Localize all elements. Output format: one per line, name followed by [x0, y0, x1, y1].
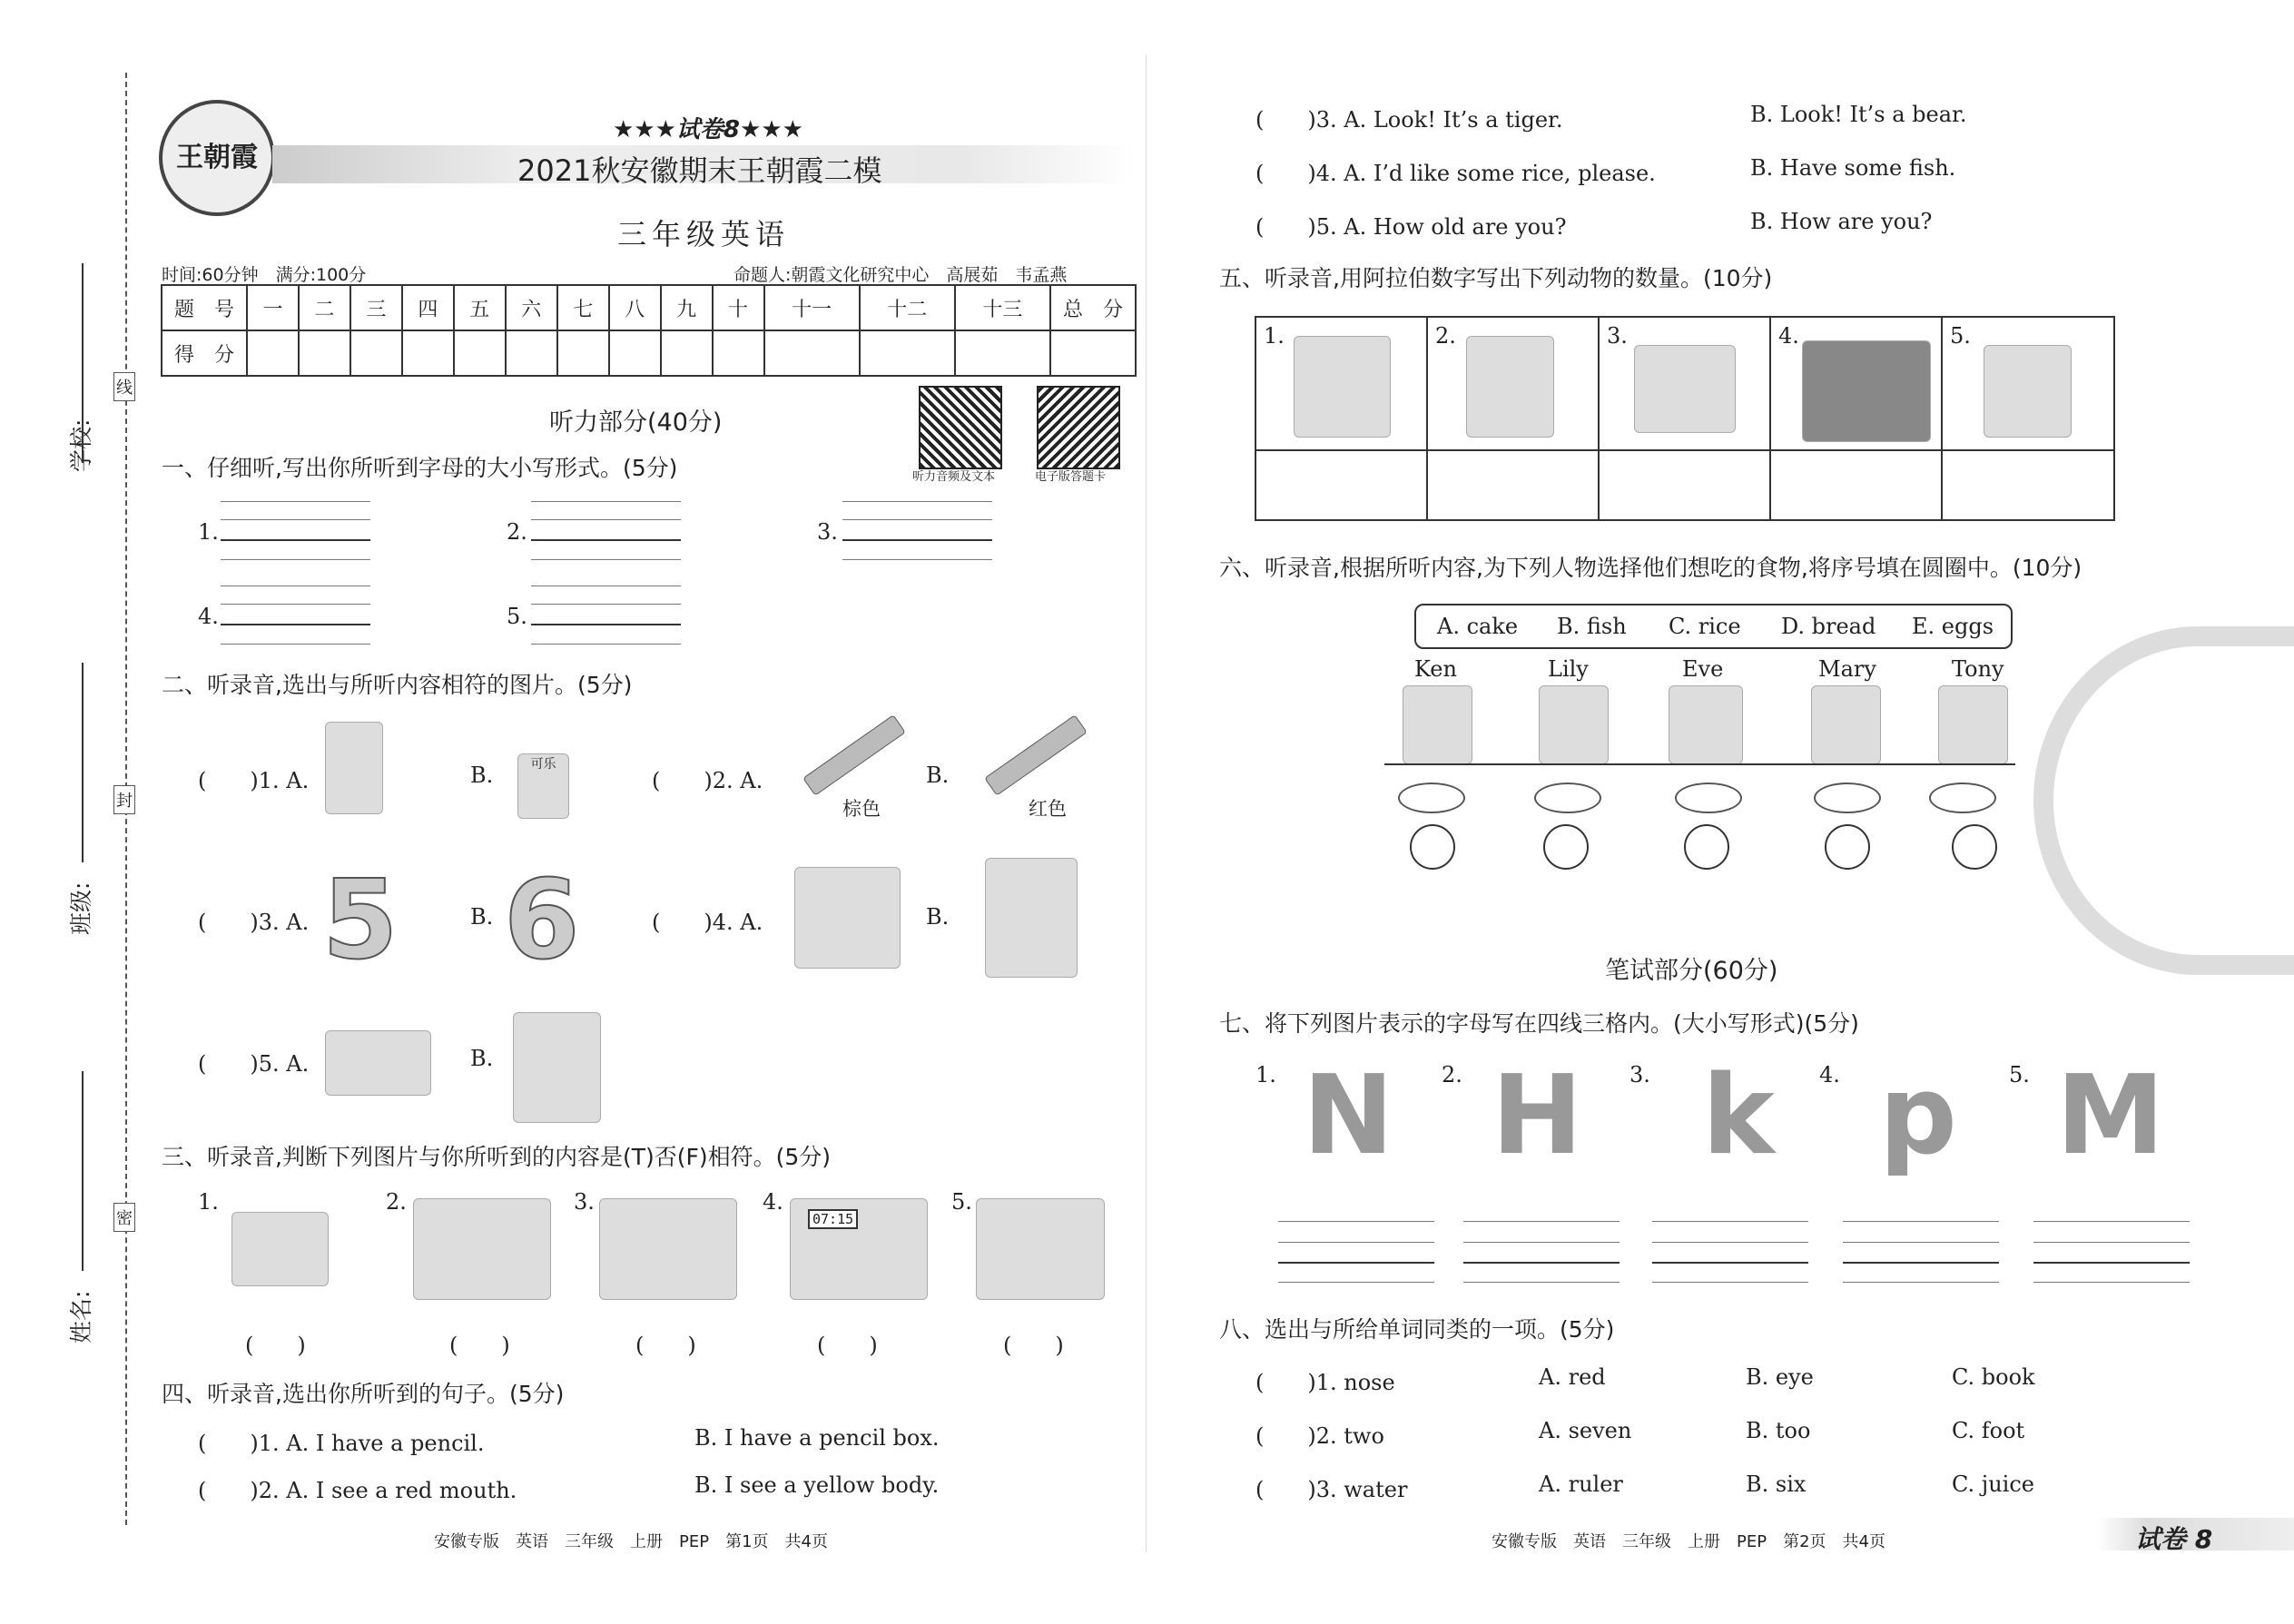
q6-option-a: A. cake	[1437, 614, 1519, 639]
q4-item-3-a[interactable]: ( )3. A. Look! It’s a tiger.	[1255, 107, 1563, 133]
kids-walking-image	[976, 1198, 1105, 1300]
score-cell[interactable]	[661, 330, 713, 376]
page-divider	[1146, 54, 1147, 1552]
kids-playing-image	[413, 1198, 551, 1300]
number-six-image[interactable]: 6	[504, 858, 580, 984]
q6-name-ken: Ken	[1414, 656, 1457, 682]
plate-icon	[1929, 782, 1996, 813]
q5-answer-2[interactable]	[1428, 451, 1597, 517]
leg-image[interactable]	[513, 1012, 601, 1123]
q3-answer-5[interactable]: ( )	[1003, 1333, 1064, 1358]
q2-item-4-b[interactable]: B.	[926, 904, 950, 930]
girl-dancing-image[interactable]	[985, 858, 1078, 978]
score-cell[interactable]	[557, 330, 609, 376]
score-header-cell: 题 号	[162, 285, 247, 330]
score-cell[interactable]	[350, 330, 402, 376]
q5-answer-5[interactable]	[1943, 451, 2112, 517]
plate-icon	[1398, 782, 1465, 813]
q2-item-5-b[interactable]: B.	[470, 1046, 494, 1071]
q5-num-1: 1.	[1264, 323, 1285, 349]
q3-num-2: 2.	[386, 1189, 407, 1215]
q5-answer-3[interactable]	[1600, 451, 1768, 517]
logo: 王朝霞	[159, 100, 275, 216]
q8-item-2-a[interactable]: A. seven	[1539, 1418, 1632, 1443]
written-title: 笔试部分(60分)	[1605, 957, 1778, 985]
arm-image[interactable]	[325, 1030, 431, 1096]
q2-item-4[interactable]: ( )4. A.	[652, 910, 763, 935]
score-header-cell: 十一	[764, 285, 860, 330]
q6-answer-ken[interactable]	[1410, 824, 1455, 870]
q1-num-5: 5.	[507, 604, 527, 629]
q6-name-lily: Lily	[1548, 656, 1589, 682]
score-header-cell: 九	[661, 285, 713, 330]
q1-num-2: 2.	[507, 519, 527, 545]
tony-image	[1938, 685, 2008, 764]
q4-item-5-a[interactable]: ( )5. A. How old are you?	[1255, 214, 1567, 240]
letter-m-image: M	[2056, 1053, 2165, 1179]
q3-num-4: 4.	[763, 1189, 783, 1215]
q6-name-mary: Mary	[1818, 656, 1876, 682]
q8-item-3[interactable]: ( )3. water	[1255, 1477, 1408, 1502]
q3-num-3: 3.	[574, 1189, 595, 1215]
boxes-image	[231, 1212, 329, 1286]
q8-item-1-c[interactable]: C. book	[1952, 1364, 2035, 1390]
kids-waving-image	[599, 1198, 737, 1300]
score-cell[interactable]	[955, 330, 1050, 376]
letter-k-image: k	[1702, 1053, 1775, 1179]
q5-answer-1[interactable]	[1256, 451, 1425, 517]
lily-image	[1539, 685, 1609, 764]
authors: 命题人:朝霞文化研究中心 高展茹 韦孟燕	[733, 265, 1068, 285]
q5-num-4: 4.	[1778, 323, 1799, 349]
footer-tag: 试卷 8	[2135, 1524, 2213, 1554]
score-header-cell: 六	[506, 285, 557, 330]
name-label: 姓名:	[68, 1290, 94, 1343]
binding-mark-2: 封	[113, 785, 135, 814]
q8-item-3-b[interactable]: B. six	[1746, 1471, 1807, 1497]
qr-answer-caption: 电子版答题卡	[1035, 470, 1107, 484]
name-field[interactable]	[82, 1071, 84, 1271]
q4-item-5-b[interactable]: B. How are you?	[1750, 209, 1933, 234]
q4-item-2-b[interactable]: B. I see a yellow body.	[694, 1472, 940, 1498]
q6-option-b: B. fish	[1557, 614, 1627, 639]
score-cell[interactable]	[609, 330, 661, 376]
q8-item-2[interactable]: ( )2. two	[1255, 1423, 1384, 1449]
bear-image	[1802, 340, 1931, 442]
q3-answer-4[interactable]: ( )	[817, 1333, 878, 1358]
q7-title: 七、将下列图片表示的字母写在四线三格内。(大小写形式)(5分)	[1219, 1010, 1859, 1037]
q5-num-2: 2.	[1435, 323, 1456, 349]
q4-item-2-a[interactable]: ( )2. A. I see a red mouth.	[198, 1478, 517, 1503]
footer-right: 安徽专版 英语 三年级 上册 PEP 第2页 共4页	[1492, 1532, 1885, 1551]
score-cell[interactable]	[860, 330, 955, 376]
q7-num-3: 3.	[1629, 1062, 1650, 1088]
girl-bending-image[interactable]	[794, 867, 901, 969]
exam-title: 2021秋安徽期末王朝霞二模	[517, 153, 882, 188]
q3-answer-3[interactable]: ( )	[635, 1333, 696, 1358]
q5-title: 五、听录音,用阿拉伯数字写出下列动物的数量。(10分)	[1219, 265, 1773, 291]
class-label: 班级:	[68, 881, 94, 935]
q6-answer-lily[interactable]	[1543, 824, 1589, 870]
q7-num-1: 1.	[1255, 1062, 1276, 1088]
q8-item-3-a[interactable]: A. ruler	[1539, 1471, 1623, 1497]
q6-title: 六、听录音,根据所听内容,为下列人物选择他们想吃的食物,将序号填在圆圈中。(10分)	[1219, 555, 2082, 581]
q2-item-2-b[interactable]: B.	[926, 763, 950, 788]
eve-image	[1669, 685, 1743, 764]
q6-answer-mary[interactable]	[1825, 824, 1870, 870]
crayon-brown-image[interactable]	[802, 714, 906, 796]
score-cell[interactable]	[454, 330, 506, 376]
q2-item-2[interactable]: ( )2. A.	[652, 768, 763, 793]
score-cell[interactable]	[402, 330, 454, 376]
score-header-cell: 五	[454, 285, 506, 330]
plate-icon	[1534, 782, 1601, 813]
q3-answer-2[interactable]: ( )	[449, 1333, 510, 1358]
q7-num-5: 5.	[2009, 1062, 2030, 1088]
q5-answer-4[interactable]	[1771, 451, 1940, 517]
q8-item-3-c[interactable]: C. juice	[1952, 1471, 2034, 1497]
q4-item-3-b[interactable]: B. Look! It’s a bear.	[1750, 102, 1967, 127]
q8-item-2-b[interactable]: B. too	[1746, 1418, 1811, 1443]
score-cell[interactable]	[506, 330, 557, 376]
q8-item-1[interactable]: ( )1. nose	[1255, 1370, 1395, 1395]
q4-title: 四、听录音,选出你所听到的句子。(5分)	[162, 1381, 565, 1407]
class-field[interactable]	[82, 663, 84, 862]
q6-answer-eve[interactable]	[1684, 824, 1729, 870]
school-field[interactable]	[82, 263, 84, 463]
q8-item-1-b[interactable]: B. eye	[1746, 1364, 1814, 1390]
qr-code-answer[interactable]	[1037, 386, 1120, 469]
q2-item-5[interactable]: ( )5. A.	[198, 1051, 310, 1077]
crayon-red-label: 红色	[1029, 798, 1067, 820]
q6-option-c: C. rice	[1669, 614, 1741, 639]
q4-item-1-b[interactable]: B. I have a pencil box.	[694, 1425, 940, 1451]
qr-code-audio[interactable]	[919, 386, 1002, 469]
q7-num-4: 4.	[1819, 1062, 1840, 1088]
score-cell[interactable]	[713, 330, 764, 376]
clock-time: 07:15	[808, 1209, 858, 1229]
binding-mark-1: 线	[113, 372, 135, 401]
score-header-cell: 三	[350, 285, 402, 330]
bird-image	[1634, 345, 1736, 433]
qr-audio-caption: 听力音频及文本	[912, 470, 996, 484]
plate-icon	[1675, 782, 1742, 813]
school-label: 学校:	[68, 418, 94, 472]
q4-item-4-a[interactable]: ( )4. A. I’d like some rice, please.	[1255, 161, 1656, 186]
time-score: 时间:60分钟 满分:100分	[162, 265, 367, 285]
q8-title: 八、选出与所给单词同类的一项。(5分)	[1219, 1316, 1615, 1343]
q2-title: 二、听录音,选出与所听内容相符的图片。(5分)	[162, 672, 633, 698]
q6-name-eve: Eve	[1682, 656, 1724, 682]
secret-watermark	[2033, 626, 2294, 975]
q2-item-3[interactable]: ( )3. A.	[198, 910, 310, 935]
q1-title: 一、仔细听,写出你所听到字母的大小写形式。(5分)	[162, 455, 678, 481]
q3-num-1: 1.	[198, 1189, 219, 1215]
score-table	[161, 284, 1137, 377]
listening-title: 听力部分(40分)	[549, 408, 723, 437]
score-header-cell: 一	[247, 285, 299, 330]
q7-num-2: 2.	[1442, 1062, 1462, 1088]
q2-item-1-b[interactable]: B.	[470, 763, 494, 788]
q3-title: 三、听录音,判断下列图片与你所听到的内容是(T)否(F)相符。(5分)	[162, 1144, 832, 1170]
crayon-brown-label: 棕色	[842, 798, 881, 820]
q6-name-tony: Tony	[1952, 656, 2004, 682]
q5-num-5: 5.	[1950, 323, 1971, 349]
score-header-cell: 十三	[955, 285, 1050, 330]
score-header-cell: 四	[402, 285, 454, 330]
footer-left: 安徽专版 英语 三年级 上册 PEP 第1页 共4页	[434, 1532, 828, 1551]
q2-item-3-b[interactable]: B.	[470, 904, 494, 930]
score-cell[interactable]	[1050, 330, 1136, 376]
q4-item-4-b[interactable]: B. Have some fish.	[1750, 155, 1956, 181]
series-label: ★★★试卷8★★★	[613, 116, 803, 143]
score-cell[interactable]	[764, 330, 860, 376]
subject-title: 三年级英语	[617, 217, 791, 251]
cat-image	[1466, 336, 1554, 438]
q8-item-2-c[interactable]: C. foot	[1952, 1418, 2025, 1443]
q5-num-3: 3.	[1607, 323, 1628, 349]
mary-image	[1811, 685, 1881, 764]
cola-cup-image[interactable]: 可乐	[517, 753, 569, 819]
q6-option-e: E. eggs	[1912, 614, 1994, 639]
score-header-cell: 七	[557, 285, 609, 330]
letter-p-image: p	[1879, 1053, 1957, 1179]
q1-num-3: 3.	[817, 519, 838, 545]
dog-image	[1294, 336, 1391, 438]
score-header-cell: 十	[713, 285, 764, 330]
q6-answer-tony[interactable]	[1952, 824, 1997, 870]
letter-h-image: H	[1492, 1053, 1583, 1179]
q8-item-1-a[interactable]: A. red	[1539, 1364, 1606, 1390]
crayon-red-image[interactable]	[984, 714, 1088, 796]
q1-num-1: 1.	[198, 519, 219, 545]
score-cell[interactable]	[299, 330, 350, 376]
monkey-image	[1984, 345, 2072, 438]
q6-option-d: D. bread	[1781, 614, 1876, 639]
milk-carton-image[interactable]	[325, 722, 383, 814]
letter-n-image: N	[1303, 1053, 1394, 1179]
score-row-label: 得 分	[162, 330, 247, 376]
score-header-cell: 八	[609, 285, 661, 330]
score-header-cell: 二	[299, 285, 350, 330]
score-header-cell: 总 分	[1050, 285, 1136, 330]
q3-answer-1[interactable]: ( )	[245, 1333, 306, 1358]
number-five-image[interactable]: 5	[322, 858, 399, 984]
q3-num-5: 5.	[951, 1189, 972, 1215]
plate-icon	[1814, 782, 1881, 813]
score-header-cell: 十二	[860, 285, 955, 330]
q1-num-4: 4.	[198, 604, 219, 629]
ken-image	[1403, 685, 1472, 764]
binding-mark-3: 密	[113, 1203, 135, 1232]
q2-item-1[interactable]: ( )1. A.	[198, 768, 310, 793]
q4-item-1-a[interactable]: ( )1. A. I have a pencil.	[198, 1431, 485, 1456]
score-cell[interactable]	[247, 330, 299, 376]
q6-table-line	[1384, 763, 2015, 765]
